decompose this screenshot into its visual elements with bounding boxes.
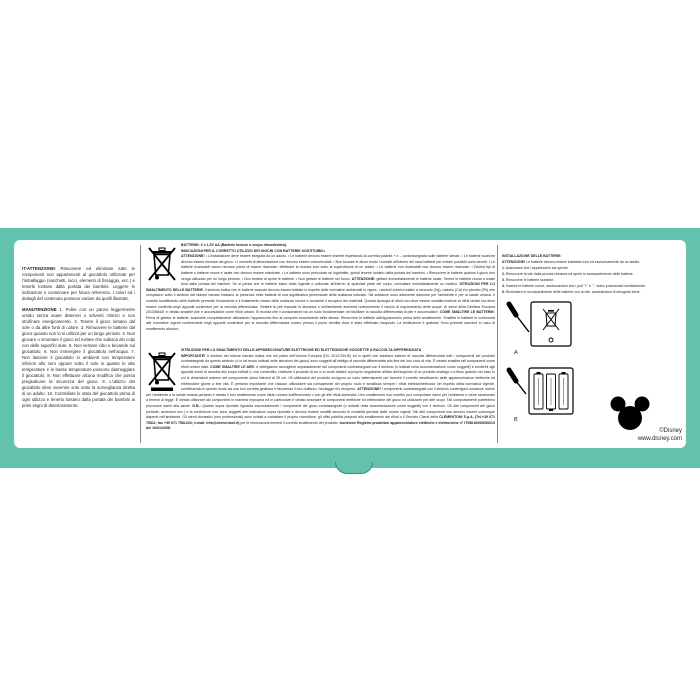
batteries-warning-label: ATTENZIONE! bbox=[181, 254, 205, 259]
warning-text: Rimuovere ed eliminare tutte le componenti non appartenenti al giocattolo utilizzate per l'imballaggio (sacchetti, lacci, elementi di fissaggio, ecc.) e tenerle lontane dalla portata dei bambini. Leggere le indicazioni e conservare per futura referenza. I colori ed i dettagli del contenuto possono variare da quelli illustrati. bbox=[22, 266, 135, 301]
weee-how-label: COME SMALTIRE LE AEE: bbox=[210, 364, 256, 369]
crossed-out-wheelie-bin-icon bbox=[146, 245, 178, 283]
weee-nb-text: Quanto sopra riportato riguarda esclusivamente i componenti del gioco contrassegnati (o indicati nella documentazione come soggetti) con il simbolo. Gli altri componenti del gioco (schede, accessori ecc.) e la confezione non sono soggetti alle indicazioni sopra riportate e devono essere smaltiti secondo le modalità previste dalle norme vigenti. Tali altri componenti non devono essere comunque dispersi nell'ambiente. Gli utenti domestici (non professionali) sono invitati a contattare il proprio rivenditore, gli uffici pubblici preposti allo smaltimento dei rifiuti o il Servizio Clienti della bbox=[146, 403, 495, 420]
weee-title: ISTRUZIONI PER LO SMALTIMENTO DELLE APPARECCHIATURE ELETTRICHE ED ELETTRONICHE SOGGETTE A RACCOLTA DIFFERENZIATA bbox=[181, 348, 422, 352]
screwdriver-icon bbox=[509, 370, 526, 394]
weee-contact-text: per le informazioni inerenti il corretto smaltimento del prodotto. bbox=[240, 420, 339, 425]
batteries-disposal-label: ISTRUZIONI PER LO SMALTIMENTO DELLE BATTERIE. bbox=[146, 282, 495, 292]
batteries-how-label: COME SMALTIRE LE BATTERIE: bbox=[439, 310, 495, 315]
batteries-caution-label: ATTENZIONE: bbox=[351, 276, 376, 281]
batteries-how-text: Prima di gettare le batterie, scaricarle completamente utilizzando l'apparecchio fino al completo esaurimento delle stesse. Rimuovere le batterie dall'apparecchio prima dello smaltimento. Smaltire le batterie in conformità alle normative vigenti conferendole negli appositi contenitori per la raccolta differenziata ovvero presso il punto vendita dove è stato effettuato l'acquisto. La restituzione è gratuita! Sono previste sanzioni in caso di smaltimento abusivo. bbox=[146, 315, 495, 331]
weee-important-text: Il simbolo del bidone barrato indica che nei paesi dell'Unione Europea (Dir. 2012/19/UE) ed in quelli che adottano sistemi di raccolta differenziata tutti i componenti del prodotto contrassegnati da questo simbolo (o in tal modo indicati nelle istruzioni del gioco) sono soggetti all'obbligo di raccolta differenziata alla fine del loro ciclo di vita. È vietato smaltire tali componenti come rifiuti urbani misti. bbox=[181, 353, 495, 369]
weee-important-label: IMPORTANTE! bbox=[181, 353, 206, 358]
crossed-out-wheelie-bin-bar-icon bbox=[146, 350, 178, 392]
step-text: Rimuovere la vite dalla piccola chiusura ed aprire lo scompartimento delle batterie. bbox=[505, 272, 634, 276]
warnings-column bbox=[22, 266, 135, 446]
weee-how-text: è obbligatorio raccogliere separatamente tali componenti contrassegnati con il simbolo (o indicati nella documentazione come soggetti) e conferirli agli appositi centri di raccolta allo scopo istituiti o, ove consentito, restituire il prodotto di cui ci si vuole disfare al proprio negoziante all'atto dell'acquisto di un prodotto analogo o a titolo gratuito nel caso in cui le dimensioni esterne del componente siano inferiori ai 25 cm. Gli utilizzatori del prodotto svolgono un ruolo determinante per favorire il corretto smaltimento delle apparecchiature elettriche ed elettroniche giunte a fine vita. È pertanto importante che ciascun utilizzatore sia consapevole del proprio ruolo e smaltisca sempre i rifiuti elettrici/elettronici nel rispetto della normativa vigente, contribuendo in questo modo ad una loro corretta gestione e favorendo il loro riutilizzo, riciclaggio e/o recupero. bbox=[181, 364, 495, 392]
batteries-warning-text: • L'installazione deve essere eseguita da un adulto. • Le batterie devono essere inserite rispettando la corretta polarità + e – contrassegnata sulle batterie stesse. • Le batterie scariche devono essere rimosse dal gioco. • I morsetti di alimentazione non devono essere cortocircuitati. • Non toccare in alcun modo i contatti all'interno del vano batterie per evitare possibili corto-circuiti. • Le batterie ricaricabili vanno rimosse prima di essere ricaricate, effettuare la ricarica solo sotto la supervisione di un adulto. • Le batterie non ricaricabili non devono essere ricaricate. • Diversi tipi di batterie o batterie nuove e usate non devono essere mischiate. • Le batterie sono pericolose se inghiottite, quindi tenerle lontano dalla portata dei bambini. • Rimuovere le batterie qualora il gioco non venga utilizzato per un lungo periodo. • Non tentare di aprire le batterie. • Non gettare le batterie nel fuoco. bbox=[181, 254, 495, 281]
step-number: 2. bbox=[502, 272, 505, 276]
warning-paragraph bbox=[22, 266, 135, 302]
step-text: Richiudere lo scompartimento delle batterie con la vite, accertandosi di stringerla bene. bbox=[505, 290, 641, 294]
hang-tab-notch bbox=[335, 462, 373, 474]
maintenance-paragraph bbox=[22, 307, 135, 409]
installation-instructions bbox=[502, 253, 684, 295]
step-number: 1. bbox=[502, 266, 505, 270]
figure-a-label: A bbox=[514, 350, 518, 356]
weee-warning-label: ATTENZIONE! bbox=[357, 387, 381, 392]
weee-warning-text: I componenti contrassegnati con il simbolo contengono sostanze nocive per l'ambiente e la salute umana pertanto è vietato il loro smaltimento come rifiuto urbano indifferenziato o con gli altri rifiuti domestici. Uno smaltimento non corretto può comportare danni per l'ambiente e viene sanzionato a termini di legge. È vietato utilizzare tali componenti in maniera impropria ed in particolare è vietato smontare le componenti elettriche ed elettroniche del gioco ed utilizzarle per altri scopi. Tali comportamenti potrebbero provocare danni alla salute. bbox=[146, 387, 495, 408]
batteries-section bbox=[146, 243, 495, 346]
batteries-caution-text: gettare immediatamente le batterie usate. Tenere le batterie nuove e usate fuori dalla portata dei bambini. Se si pensa che le batterie siano state ingerite o collocate all'interno di qualsiasi parte del corpo, consultare immediatamente un medico. bbox=[181, 276, 495, 287]
battery-cover-screwdriver-icon bbox=[505, 300, 577, 348]
step-text: Inserire le batterie nuove, assicurandosi che i poli "+" e "-" siano posizionati correttamente. bbox=[505, 284, 646, 288]
maintenance-text: 1. Pulire con un panno leggermente umido senza usare detersivi o solventi chimici e non strofinare energicamente. 2. Tenere il gioco lontano dal sole o da altre fonti di calore. 3. Rimuovere le batterie dal gioco quando non lo si utilizza per un lungo periodo. 4. Non giocare o smontare il gioco ed evitare che subisca dei colpi con delle superfici dure. 5. Non versare cibo e bevande sul giocattolo. 6. Non immergere il giocattolo nell'acqua. 7. Non lasciare il giocattolo in ambienti con temperature inferiori allo zero oppure sotto il sole in quanto le alte temperature e le basse temperature possono danneggiare il giocattolo. 8. Non effettuare alcuna modifica che possa pregiudicare la sicurezza del gioco. 9. L'utilizzo del giocattolo deve avvenire solo sotto la sorveglianza diretta di un adulto. 10. Controllare lo stato del giocattolo prima di ogni utilizzo e tenerlo lontano dalla portata dei bambini ai primi segni di deterioramento. bbox=[22, 307, 135, 408]
maintenance-heading: MANUTENZIONE bbox=[22, 307, 57, 312]
step-text: Rimuovere le batterie scariche. bbox=[505, 278, 555, 282]
weee-section bbox=[146, 348, 495, 444]
battery-compartment-icon bbox=[505, 366, 577, 416]
weee-text bbox=[146, 348, 495, 432]
column-divider-1 bbox=[140, 245, 141, 443]
battery-cover-icon bbox=[531, 302, 571, 346]
figure-b-label: B bbox=[514, 417, 518, 423]
installation-warning-text: Le batterie devono essere installate solo ed esclusivamente da un adulto. bbox=[526, 260, 641, 264]
installation-title: INSTALLAZIONE DELLE BATTERIE: bbox=[502, 254, 562, 258]
weee-registry: Iscrizione Registro produttori apparecchiature elettriche e elettroniche n° IT08010000000019 del 10/01/2008. bbox=[146, 420, 495, 431]
column-divider-2 bbox=[497, 245, 498, 443]
installation-column bbox=[502, 240, 684, 448]
label-panel bbox=[14, 240, 686, 448]
mickey-head-icon bbox=[610, 395, 650, 431]
weee-company-contact: CLEMENTONI S.p.A. (Tel.+39 071 75811; fax +39 071 7581234; e-mail: info@clementoni.it) bbox=[146, 415, 495, 425]
step-number: 4. bbox=[502, 284, 505, 288]
batteries-text bbox=[146, 243, 495, 333]
step-text: Assicurarsi che l'apparecchio sia spento. bbox=[505, 266, 569, 270]
warning-heading: IT-ATTENZIONE! bbox=[22, 266, 56, 271]
weee-nb-label: N.B.: bbox=[192, 403, 201, 408]
step-number: 5. bbox=[502, 290, 505, 294]
disposal-column bbox=[146, 240, 495, 448]
screwdriver-icon bbox=[509, 304, 529, 332]
batteries-disposal-text: Il simbolo indica che le batterie esauste devono essere trattate in rispetto delle normative ambientali in vigore. I simboli chimici relativi a mercurio (Hg), cadmio (Cd) e/o piombo (Pb) che compaiono sotto il simbolo del bidone barrato indicano la presenza nella batteria di una significativa percentuale della sostanza indicata. Tali sostanze sono altamente dannose per l'ambiente e per la salute umana. Il corretto smaltimento delle batterie permette l'isolamento e il trattamento mirato delle sostanze nocive e consente il recupero dei materiali. Questa tipologia di rifiuti non deve essere smaltita insieme ai rifiuti urbani ma deve essere conferita negli appositi contenitori per la raccolta differenziata. Gettare le pile esauste in discarica o nell'ambiente aumenta notevolmente il rischio di inquinamento delle acque. Ai sensi della Direttiva Europea 2013/56/UE è vietato smaltire pile e accumulatori come rifiuti urbani. Si ricorda che il consumatore ha un ruolo fondamentale nel facilitare la raccolta differenziata di pile e accumulatori. bbox=[146, 287, 495, 315]
installation-warning-label: ATTENZIONE! bbox=[502, 260, 526, 264]
step-number: 3. bbox=[502, 278, 505, 282]
installation-step bbox=[502, 289, 684, 295]
batteries-subtitle: INDICAZIONI PER IL CORRETTO UTILIZZO DEI GIOCHI CON BATTERIE SOSTITUIBILI bbox=[181, 248, 325, 253]
batteries-title: BATTERIE: 3 x 1,5V AA (Batterie incluse a scopo dimostrativo). bbox=[181, 243, 288, 247]
battery-compartment bbox=[529, 368, 573, 414]
website-text: www.disney.com bbox=[637, 436, 682, 442]
copyright-text: ©Disney bbox=[659, 428, 682, 434]
